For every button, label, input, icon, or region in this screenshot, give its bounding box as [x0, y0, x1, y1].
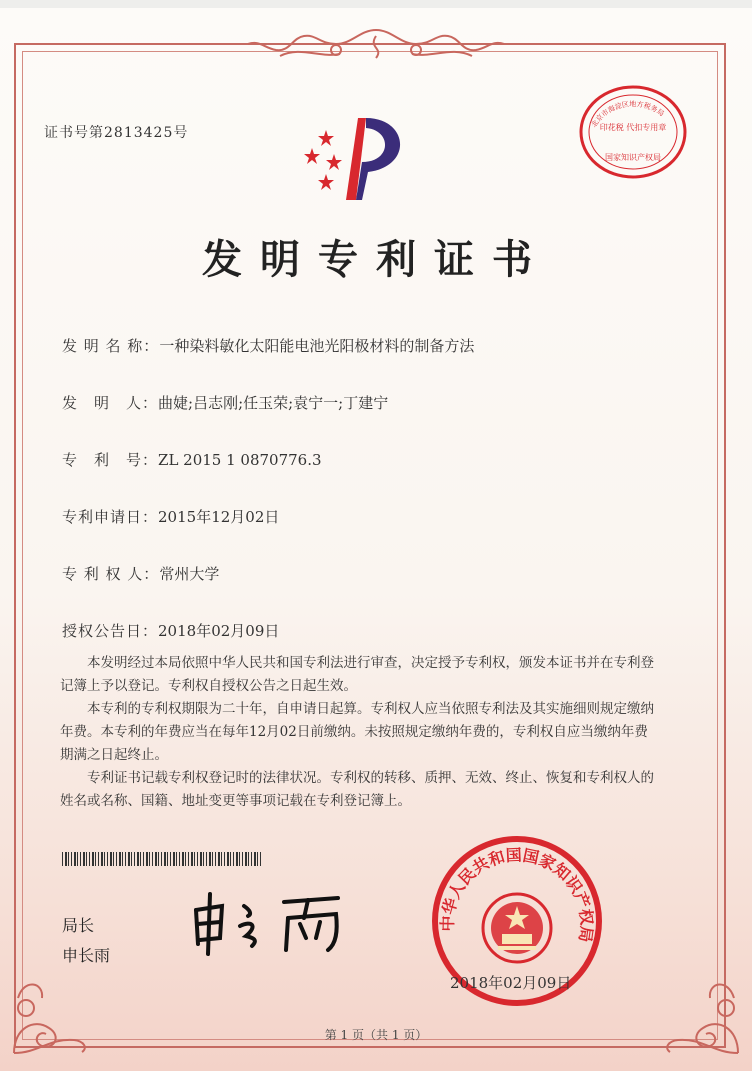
- certificate-body: [60, 652, 660, 813]
- tax-stamp-seal: [578, 84, 688, 180]
- top-ornament: [240, 26, 512, 62]
- field-inventors: [62, 392, 388, 413]
- director-signature: [188, 888, 358, 958]
- field-label: 专利申请日：: [62, 508, 159, 526]
- field-value: 一种染料敏化太阳能电池光阳极材料的制备方法: [159, 337, 475, 355]
- field-grant-date: [62, 620, 279, 641]
- field-value: 2015年12月02日: [158, 508, 280, 526]
- bottom-right-ornament: [658, 968, 748, 1058]
- body-paragraph: 专利证书记载专利权登记时的法律状况。专利权的转移、质押、无效、终止、恢复和专利权人的姓名或名称、国籍、地址变更等事项记载在专利登记簿上。: [60, 770, 654, 809]
- field-filing-date: [62, 506, 279, 527]
- bottom-left-ornament: [4, 968, 94, 1058]
- certificate-number: 证书号第2813425号: [44, 125, 189, 141]
- certificate-page: [0, 8, 752, 1071]
- issue-date: 2018年02月09日: [450, 974, 572, 992]
- tax-seal-bottom-text: 国家知识产权局: [605, 153, 661, 162]
- body-paragraph: 本发明经过本局依照中华人民共和国专利法进行审查，决定授予专利权，颁发本证书并在专利登记簿上予以登记。专利权自授权公告之日起生效。: [60, 655, 654, 694]
- field-patent-number: [62, 449, 322, 470]
- field-value: 曲婕;吕志刚;任玉荣;袁宁一;丁建宁: [158, 394, 389, 412]
- field-label: 专 利 号：: [62, 451, 159, 469]
- field-label: 授权公告日：: [62, 622, 159, 640]
- field-label: 发 明 名 称：: [62, 337, 160, 355]
- field-label: 发 明 人：: [62, 394, 159, 412]
- seal-ring-text: 中华人民共和国国家知识产权局: [437, 845, 597, 944]
- field-invention-name: [62, 335, 474, 356]
- certificate-title: 发明专利证书: [202, 236, 550, 283]
- barcode: [62, 852, 262, 866]
- tax-seal-center-text: 印花税 代扣专用章: [599, 123, 667, 132]
- tax-seal-ring-text: 北京市海淀区地方税务局: [589, 100, 666, 129]
- field-label: 专 利 权 人：: [62, 565, 160, 583]
- patent-office-logo: [296, 110, 420, 202]
- director-title: 局长: [62, 916, 95, 935]
- page-number: 第 1 页（共 1 页）: [324, 1028, 428, 1042]
- national-emblem-icon: [483, 894, 551, 962]
- director-name: 申长雨: [62, 946, 111, 965]
- field-value: ZL 2015 1 0870776.3: [158, 451, 322, 469]
- field-value: 常州大学: [159, 565, 220, 583]
- body-paragraph: 本专利的专利权期限为二十年，自申请日起算。专利权人应当依照专利法及其实施细则规定缴纳年费。本专利的年费应当在每年12月02日前缴纳。未按照规定缴纳年费的，专利权自应当缴纳年费期满之日起终止。: [60, 701, 654, 763]
- field-value: 2018年02月09日: [158, 622, 280, 640]
- field-patentee: [62, 563, 219, 584]
